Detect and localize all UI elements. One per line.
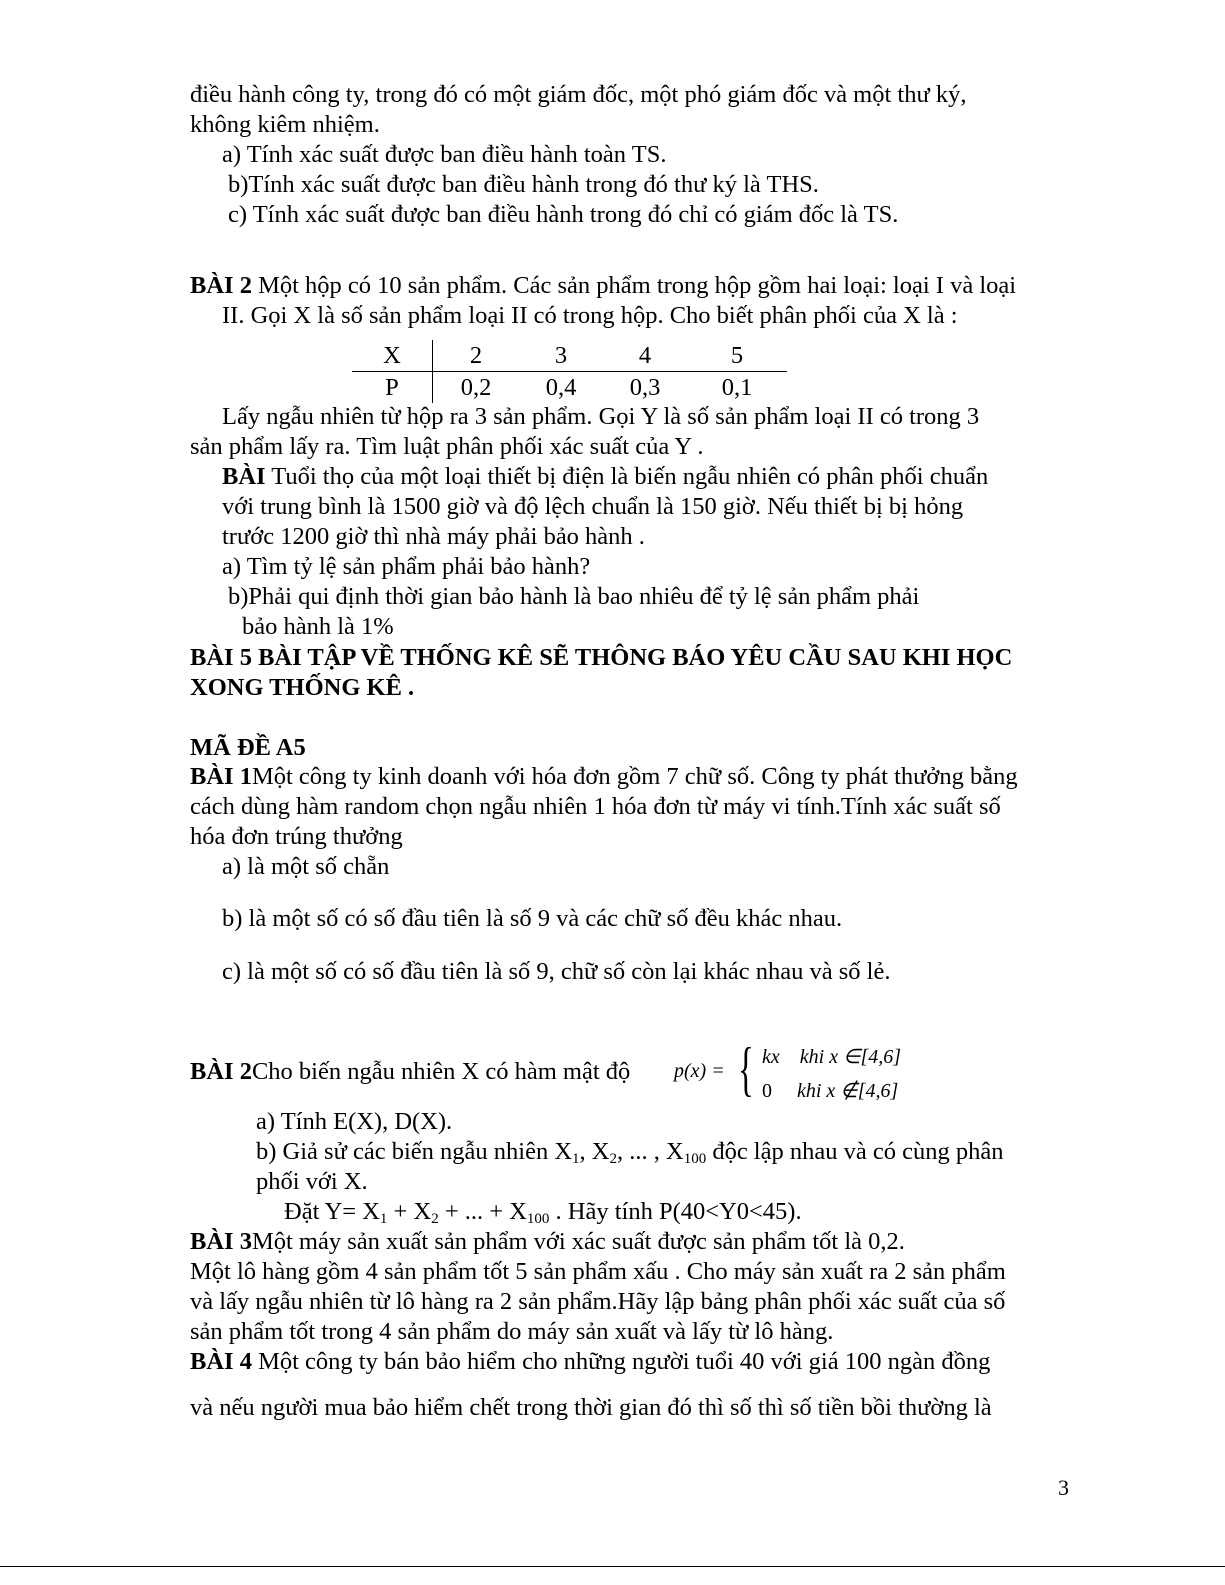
list-item: b)Tính xác suất được ban điều hành trong đó thư ký là THS. — [228, 171, 819, 198]
paragraph-line: phối với X. — [256, 1168, 368, 1195]
list-item: b)Phải qui định thời gian bảo hành là bao nhiêu để tỷ lệ sản phẩm phải — [228, 583, 920, 610]
paragraph-line: Tuổi thọ của một loại thiết bị điện là biến ngẫu nhiên có phân phối chuẩn — [265, 463, 989, 490]
paragraph-line: và lấy ngẫu nhiên từ lô hàng ra 2 sản phẩm.Hãy lập bảng phân phối xác suất của số — [190, 1288, 1006, 1315]
paragraph-line: không kiêm nhiệm. — [190, 111, 380, 138]
distribution-table — [352, 340, 787, 403]
paragraph-line: sản phẩm lấy ra. Tìm luật phân phối xác suất của Y . — [190, 433, 704, 460]
list-item: a) Tính E(X), D(X). — [256, 1108, 453, 1135]
exercise-heading — [222, 462, 988, 492]
table-cell: 0,3 — [629, 374, 661, 401]
table-cell: 0,2 — [460, 374, 492, 401]
list-item: c) là một số có số đầu tiên là số 9, chữ số còn lại khác nhau và số lẻ. — [222, 958, 891, 985]
list-item: b) là một số có số đầu tiên là số 9 và các chữ số đều khác nhau. — [222, 905, 843, 932]
subscript: 2 — [431, 1211, 439, 1227]
text-run: Đặt Y= X — [284, 1198, 380, 1225]
subscript: 100 — [526, 1211, 550, 1227]
formula-case-2 — [762, 1078, 898, 1103]
paragraph-line: cách dùng hàm random chọn ngẫu nhiên 1 hóa đơn từ máy vi tính.Tính xác suất số — [190, 793, 1001, 820]
table-header-p: P — [352, 372, 433, 404]
table-cell: 0,4 — [545, 374, 577, 401]
paragraph-line: Lấy ngẫu nhiên từ hộp ra 3 sản phẩm. Gọi Y là số sản phẩm loại II có trong 3 — [222, 403, 980, 430]
text-run: + ... + X — [438, 1198, 527, 1225]
formula-cond: khi x ∈[4,6] — [799, 1046, 902, 1068]
formula-case-1 — [762, 1044, 901, 1069]
list-item: c) Tính xác suất được ban điều hành trong đó chỉ có giám đốc là TS. — [228, 201, 899, 228]
table-cell: 3 — [519, 340, 603, 372]
page-number: 3 — [1058, 1475, 1069, 1500]
formula-expr: 0 — [762, 1080, 772, 1102]
exercise-heading — [190, 1227, 905, 1257]
subscript: 100 — [683, 1151, 707, 1167]
table-row — [352, 372, 787, 404]
list-item: a) là một số chẵn — [222, 853, 390, 880]
paragraph-line: trước 1200 giờ thì nhà máy phải bảo hành . — [222, 523, 645, 550]
table-row — [352, 340, 787, 372]
text-run: độc lập nhau và có cùng phân — [706, 1138, 1004, 1165]
list-item — [256, 1137, 1004, 1167]
formula-expr: kx — [762, 1046, 780, 1068]
paragraph-line: và nếu người mua bảo hiểm chết trong thời gian đó thì số thì số tiền bồi thường là — [190, 1394, 992, 1421]
table-cell: 4 — [603, 340, 687, 372]
section-title: MÃ ĐỀ A5 — [190, 734, 306, 761]
paragraph-line: điều hành công ty, trong đó có một giám đốc, một phó giám đốc và một thư ký, — [190, 81, 967, 108]
paragraph-line: Một máy sản xuất sản phẩm với xác suất được sản phẩm tốt là 0,2. — [251, 1228, 905, 1255]
density-formula — [674, 1038, 914, 1108]
text-run: b) Giả sử các biến ngẫu nhiên X — [256, 1138, 573, 1165]
exercise-heading: XONG THỐNG KÊ . — [190, 674, 415, 701]
text-run: + X — [387, 1198, 432, 1225]
exercise-label: BÀI — [222, 463, 266, 490]
page-bottom-rule — [0, 1566, 1225, 1567]
paragraph-line: Một công ty bán bảo hiểm cho những người tuổi 40 với giá 100 ngàn đồng — [251, 1348, 991, 1375]
list-item: a) Tìm tỷ lệ sản phẩm phải bảo hành? — [222, 553, 591, 580]
text-run: , X — [579, 1138, 610, 1165]
paragraph-line: với trung bình là 1500 giờ và độ lệch chuẩn là 150 giờ. Nếu thiết bị bị hỏng — [222, 493, 964, 520]
exercise-label: BÀI 1 — [190, 763, 252, 790]
subscript: 2 — [609, 1151, 617, 1167]
table-cell: 2 — [433, 340, 520, 372]
exercise-label: BÀI 2 — [190, 272, 252, 299]
exercise-heading — [190, 1347, 990, 1377]
table-cell: 5 — [687, 340, 787, 372]
formula-cond: khi x ∉[4,6] — [797, 1080, 899, 1102]
paragraph-line: Một hộp có 10 sản phẩm. Các sản phẩm trong hộp gồm hai loại: loại I và loại — [251, 272, 1017, 299]
paragraph-line: Một lô hàng gồm 4 sản phẩm tốt 5 sản phẩm xấu . Cho máy sản xuất ra 2 sản phẩm — [190, 1258, 1006, 1285]
text-run: . Hãy tính P(40<Y0<45). — [549, 1198, 802, 1225]
list-item: a) Tính xác suất được ban điều hành toàn TS. — [222, 141, 667, 168]
brace-icon: { — [738, 1036, 754, 1102]
exercise-heading — [190, 1057, 630, 1087]
paragraph-line: bảo hành là 1% — [242, 613, 394, 640]
paragraph-line: sản phẩm tốt trong 4 sản phẩm do máy sản xuất và lấy từ lô hàng. — [190, 1318, 834, 1345]
table-header-x: X — [352, 340, 433, 372]
paragraph-line: II. Gọi X là số sản phẩm loại II có trong hộp. Cho biết phân phối của X là : — [222, 302, 958, 329]
paragraph-line: Cho biến ngẫu nhiên X có hàm mật độ — [251, 1058, 631, 1085]
subscript: 1 — [379, 1211, 388, 1227]
text-run: , ... , X — [616, 1138, 684, 1165]
paragraph-line — [284, 1197, 802, 1227]
exercise-label: BÀI 2 — [190, 1058, 252, 1085]
exercise-label: BÀI 4 — [190, 1348, 252, 1375]
exercise-heading: BÀI 5 BÀI TẬP VỀ THỐNG KÊ SẼ THÔNG BÁO YÊU CẦU SAU KHI HỌC — [190, 644, 1013, 671]
exercise-label: BÀI 3 — [190, 1228, 252, 1255]
paragraph-line: hóa đơn trúng thưởng — [190, 823, 403, 850]
exercise-heading — [190, 762, 1018, 792]
table-cell: 0,1 — [721, 374, 753, 401]
subscript: 1 — [572, 1151, 580, 1167]
formula-lhs: p(x) = — [674, 1060, 725, 1082]
paragraph-line: Một công ty kinh doanh với hóa đơn gồm 7 chữ số. Công ty phát thưởng bằng — [251, 763, 1018, 790]
exercise-heading — [190, 271, 1016, 301]
